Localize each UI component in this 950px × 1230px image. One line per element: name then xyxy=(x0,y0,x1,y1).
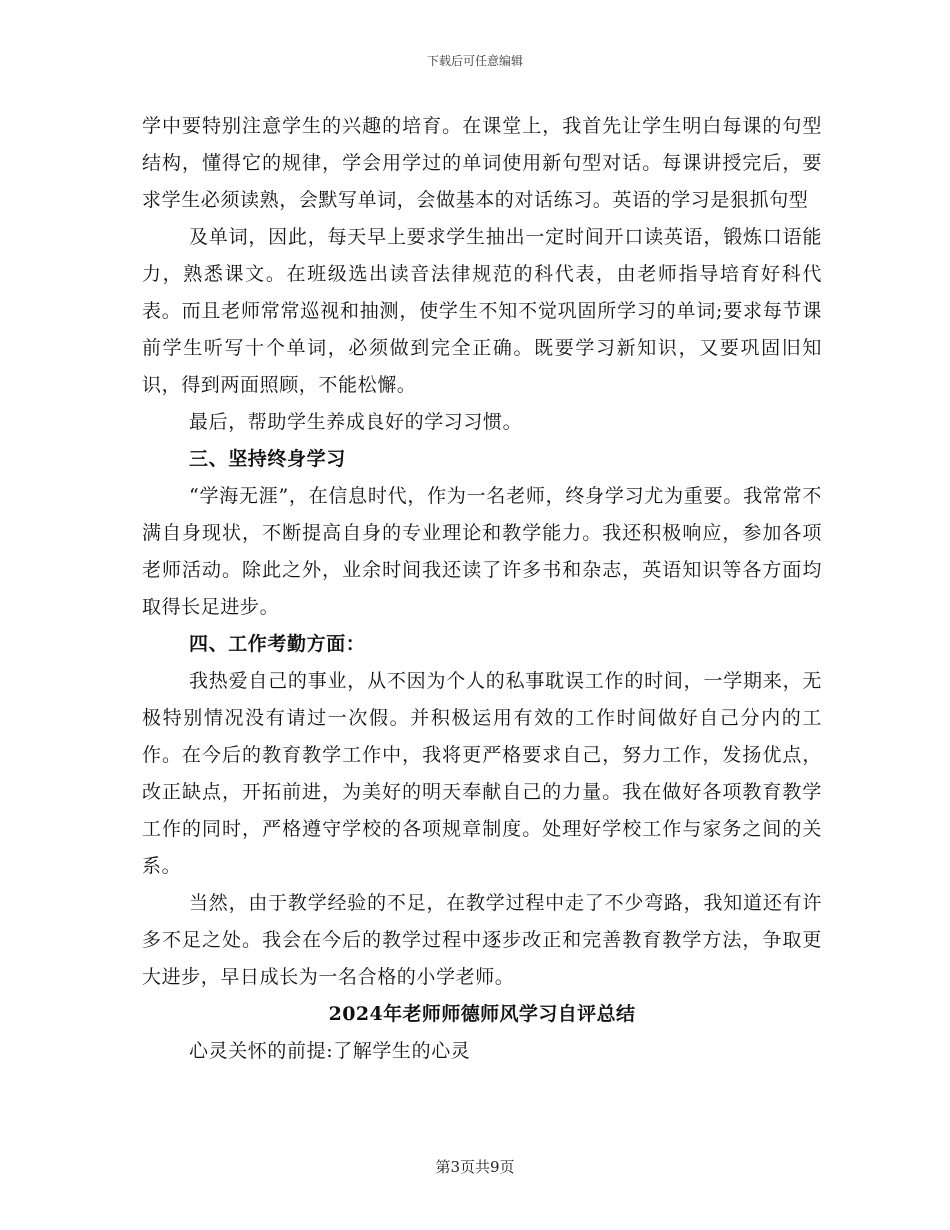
section-heading-4: 四、工作考勤方面： xyxy=(189,633,366,655)
document-body xyxy=(142,108,822,1070)
paragraph-6: 当然，由于教学经验的不足，在教学过程中走了不少弯路，我知道还有许多不足之处。我会在今后的教学过程中逐步改正和完善教育教学方法，争取更大进步，早日成长为一名合格的小学老师。 xyxy=(142,892,822,988)
paragraph-5: 我热爱自己的事业，从不因为个人的私事耽误工作的时间，一学期来，无极特别情况没有请过一次假。并积极运用有效的工作时间做好自己分内的工作。在今后的教育教学工作中，我将更严格要求自己，努力工作，发扬优点，改正缺点，开拓前进，为美好的明天奉献自己的力量。我在做好各项教育教学工作的同时，严格遵守学校的各项规章制度。处理好学校工作与家务之间的关系。 xyxy=(142,670,822,877)
page-number: 第3页共9页 xyxy=(435,1158,515,1176)
paragraph-4: “学海无涯”，在信息时代，作为一名老师，终身学习尤为重要。我常常不满自身现状，不断提高自身的专业理论和教学能力。我还积极响应，参加各项老师活动。除此之外，业余时间我还读了许多书和杂志，英语知识等各方面均取得长足进步。 xyxy=(142,485,822,618)
paragraph-1: 学中要特别注意学生的兴趣的培育。在课堂上，我首先让学生明白每课的句型结构，懂得它的规律，学会用学过的单词使用新句型对话。每课讲授完后，要求学生必须读熟，会默写单词，会做基本的对话练习。英语的学习是狠抓句型 xyxy=(142,115,822,211)
paragraph-2: 及单词，因此，每天早上要求学生抽出一定时间开口读英语，锻炼口语能力，熟悉课文。在班级选出读音法律规范的科代表，由老师指导培育好科代表。而且老师常常巡视和抽测，使学生不知不觉巩固所学习的单词;要求每节课前学生听写十个单词，必须做到完全正确。既要学习新知识，又要巩固旧知识，得到两面照顾，不能松懈。 xyxy=(142,226,822,396)
paragraph-3: 最后，帮助学生养成良好的学习习惯。 xyxy=(189,411,523,433)
document-title: 2024年老师师德师风学习自评总结 xyxy=(328,1003,636,1025)
page-header: 下载后可任意编辑 xyxy=(426,54,523,68)
paragraph-7: 心灵关怀的前提:了解学生的心灵 xyxy=(189,1040,471,1062)
section-heading-3: 三、坚持终身学习 xyxy=(189,448,346,470)
